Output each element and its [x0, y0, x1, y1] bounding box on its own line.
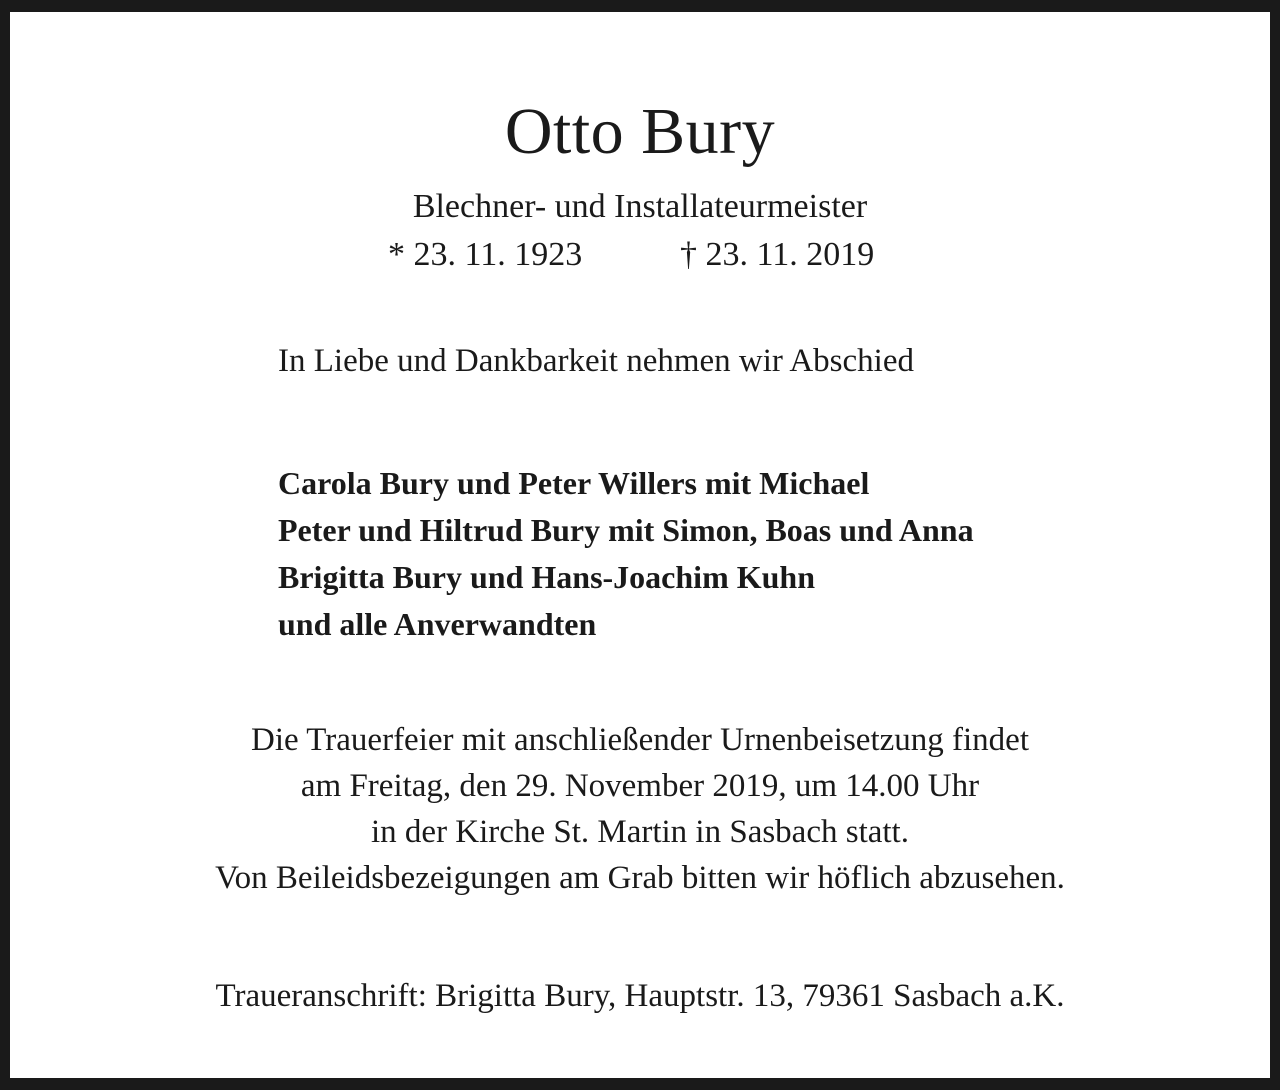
service-line: am Freitag, den 29. November 2019, um 14.00 Uhr: [300, 768, 980, 804]
birth-date: * 23. 11. 1923: [388, 236, 583, 273]
death-date: † 23. 11. 2019: [680, 236, 875, 273]
farewell-text: In Liebe und Dankbarkeit nehmen wir Abschied: [278, 343, 914, 379]
service-line: Von Beileidsbezeigungen am Grab bitten wir höflich abzusehen.: [215, 860, 1065, 896]
mourning-address: Traueranschrift: Brigitta Bury, Hauptstr. 13, 79361 Sasbach a.K.: [215, 978, 1065, 1014]
deceased-name: Otto Bury: [504, 95, 776, 168]
funeral-service-info: [10, 717, 1270, 901]
mourner-line: Carola Bury und Peter Willers mit Michael: [278, 465, 870, 501]
mourner-line: und alle Anverwandten: [278, 606, 597, 642]
service-line: in der Kirche St. Martin in Sasbach statt.: [371, 814, 909, 850]
mourner-line: Peter und Hiltrud Bury mit Simon, Boas und Anna: [278, 512, 974, 548]
mourners-list: [278, 460, 974, 648]
mourner-line: Brigitta Bury und Hans-Joachim Kuhn: [278, 559, 815, 595]
service-line: Die Trauerfeier mit anschließender Urnenbeisetzung findet: [251, 722, 1029, 758]
profession: Blechner- und Installateurmeister: [412, 188, 868, 225]
